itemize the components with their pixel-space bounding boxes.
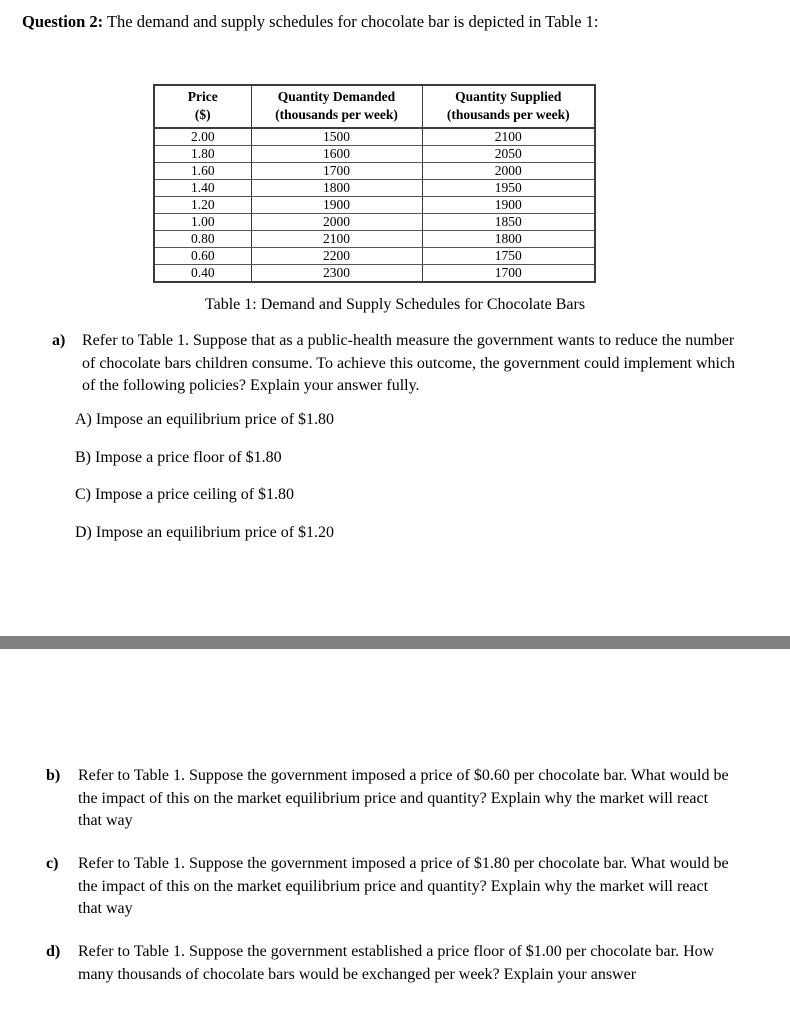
question-prompt: The demand and supply schedules for chocolate bar is depicted in Table 1: — [106, 12, 599, 31]
cell-quantity-demanded: 1900 — [251, 196, 422, 213]
option-a[interactable]: A) Impose an equilibrium price of $1.80 — [75, 411, 335, 428]
cell-price: 1.80 — [154, 145, 251, 162]
column-header-quantity-demanded-line1: Quantity Demanded — [277, 89, 396, 104]
cell-quantity-demanded: 2100 — [251, 230, 422, 247]
table-header-row — [154, 85, 595, 128]
cell-quantity-supplied: 2100 — [422, 128, 595, 146]
cell-quantity-supplied: 1900 — [422, 196, 595, 213]
option-d[interactable]: D) Impose an equilibrium price of $1.20 — [75, 524, 335, 542]
question-part-a — [52, 330, 742, 398]
part-d-text: Refer to Table 1. Suppose the government established a price floor of $1.00 per chocolate bar. How many thousands of chocolate bars would be exchanged per week? Explain your answer — [78, 943, 715, 983]
question-part-d — [46, 941, 746, 986]
cell-price: 0.40 — [154, 264, 251, 282]
cell-price: 1.60 — [154, 162, 251, 179]
cell-quantity-demanded: 1700 — [251, 162, 422, 179]
table-row — [154, 145, 595, 162]
table-row — [154, 230, 595, 247]
part-c-text: Refer to Table 1. Suppose the government imposed a price of $1.80 per chocolate bar. What would be the impact of this on the market equilibrium price and quantity? Explain why the market will react that way — [78, 855, 729, 918]
cell-quantity-supplied: 1850 — [422, 213, 595, 230]
question-part-b — [46, 765, 736, 833]
cell-quantity-supplied: 1950 — [422, 179, 595, 196]
cell-quantity-demanded: 2300 — [251, 264, 422, 282]
option-b[interactable]: B) Impose a price floor of $1.80 — [75, 448, 282, 466]
cell-quantity-supplied: 1800 — [422, 230, 595, 247]
column-header-quantity-supplied-line2: (thousands per week) — [446, 106, 570, 122]
cell-price: 1.40 — [154, 179, 251, 196]
answer-options — [75, 410, 575, 561]
cell-price: 2.00 — [154, 128, 251, 146]
table-row — [154, 179, 595, 196]
table-row — [154, 128, 595, 146]
column-header-price — [154, 85, 251, 128]
column-header-quantity-demanded — [251, 85, 422, 128]
column-header-quantity-demanded-line2: (thousands per week) — [275, 106, 398, 122]
table-row — [154, 247, 595, 264]
cell-price: 0.60 — [154, 247, 251, 264]
cell-quantity-supplied: 1750 — [422, 247, 595, 264]
option-c[interactable]: C) Impose a price ceiling of $1.80 — [75, 486, 295, 504]
cell-quantity-demanded: 2000 — [251, 213, 422, 230]
cell-price: 0.80 — [154, 230, 251, 247]
part-a-text: Refer to Table 1. Suppose that as a public-health measure the government wants to reduce the number of chocolate bars children consume. To achieve this outcome, the government could implement which of the following policies? Explain your answer fully. — [82, 332, 736, 395]
cell-quantity-supplied: 2050 — [422, 145, 595, 162]
question-part-c — [46, 853, 736, 921]
cell-quantity-demanded: 1800 — [251, 179, 422, 196]
table-row — [154, 264, 595, 282]
cell-quantity-supplied: 2000 — [422, 162, 595, 179]
column-header-price-line1: Price — [187, 89, 218, 104]
column-header-quantity-supplied-line1: Quantity Supplied — [455, 89, 562, 104]
demand-supply-table-container — [153, 84, 596, 283]
column-header-price-line2: ($) — [194, 106, 211, 122]
question-heading — [22, 12, 766, 33]
column-header-quantity-supplied — [422, 85, 595, 128]
cell-quantity-demanded: 1500 — [251, 128, 422, 146]
cell-quantity-supplied: 1700 — [422, 264, 595, 282]
table-row — [154, 213, 595, 230]
table-row — [154, 162, 595, 179]
part-b-marker: b) — [46, 767, 61, 784]
cell-price: 1.20 — [154, 196, 251, 213]
part-d-marker: d) — [46, 943, 61, 960]
part-c-marker: c) — [46, 855, 59, 872]
page-divider-bar — [0, 636, 790, 649]
part-b-text: Refer to Table 1. Suppose the government imposed a price of $0.60 per chocolate bar. What would be the impact of this on the market equilibrium price and quantity? Explain why the market will react that way — [78, 767, 729, 830]
demand-supply-table — [153, 84, 596, 283]
cell-quantity-demanded: 2200 — [251, 247, 422, 264]
table-row — [154, 196, 595, 213]
cell-price: 1.00 — [154, 213, 251, 230]
part-a-marker: a) — [52, 332, 66, 349]
question-label: Question 2: — [22, 12, 104, 31]
cell-quantity-demanded: 1600 — [251, 145, 422, 162]
table-caption: Table 1: Demand and Supply Schedules for Chocolate Bars — [204, 296, 586, 313]
